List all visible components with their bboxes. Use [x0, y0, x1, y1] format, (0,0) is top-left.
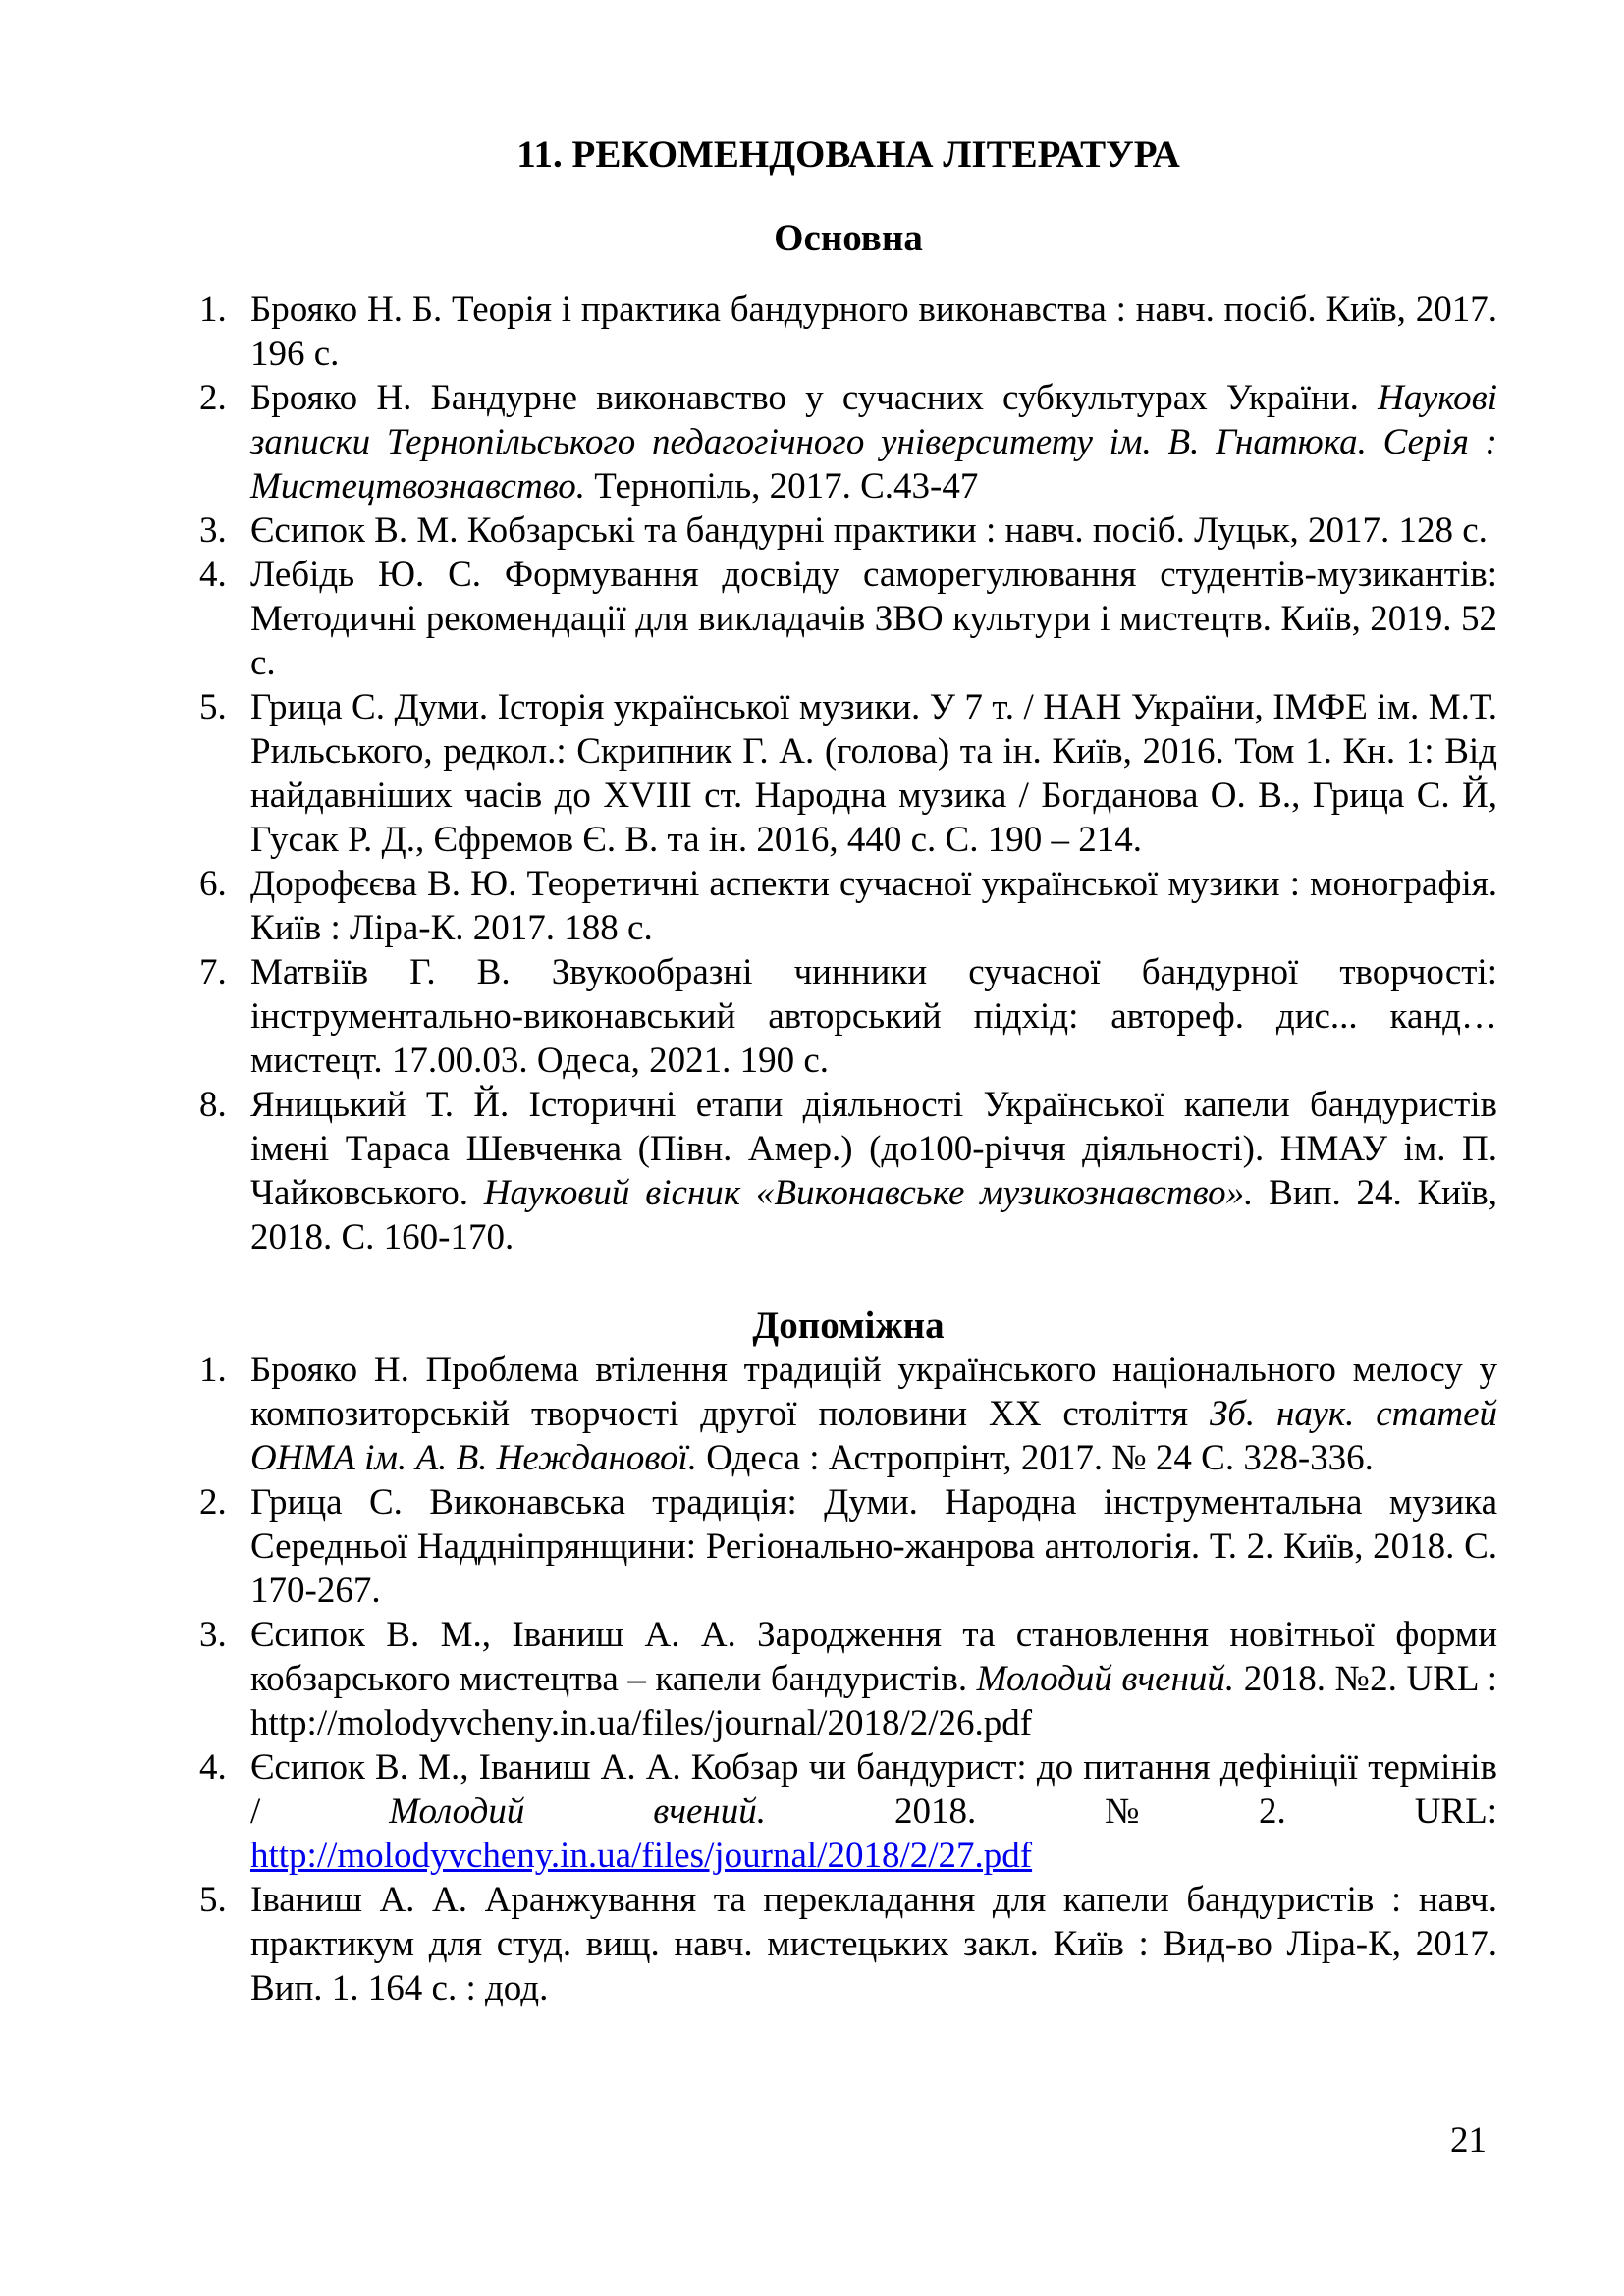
- reference-item: [199, 685, 1497, 862]
- reference-text: Єсипок В. М., Іваниш А. А. Кобзар чи бандурист: до питання дефініції термінів /: [250, 1747, 1497, 1832]
- reference-text-italic: Науковий вісник «Виконавське музикознавство».: [483, 1173, 1254, 1213]
- reference-item: [199, 1745, 1497, 1878]
- reference-number: 2.: [199, 378, 227, 418]
- reference-item: [199, 1480, 1497, 1613]
- reference-text: Брояко Н. Проблема втілення традицій українського національного мелосу у композиторській творчості другої половини ХХ століття: [250, 1350, 1497, 1434]
- reference-text: Іваниш А. А. Аранжування та перекладання для капели бандуристів : навч. практикум для студ. вищ. навч. мистецьких закл. Київ : Вид-во Ліра-К, 2017. Вип. 1. 164 с. : дод.: [250, 1880, 1497, 2008]
- reference-number: 7.: [199, 952, 227, 992]
- reference-item: [199, 950, 1497, 1083]
- reference-text-italic: Молодий вчений.: [389, 1791, 767, 1832]
- section-aux-literature: [199, 1304, 1497, 2010]
- reference-number: 6.: [199, 864, 227, 904]
- section-heading-main: Основна: [774, 217, 923, 259]
- reference-text: Брояко Н. Бандурне виконавство у сучасних субкультурах України.: [250, 378, 1379, 418]
- reference-item: [199, 288, 1497, 376]
- reference-item: [199, 553, 1497, 685]
- reference-number: 3.: [199, 510, 227, 551]
- reference-number: 5.: [199, 687, 227, 727]
- reference-item: [199, 508, 1497, 553]
- reference-number: 1.: [199, 1350, 227, 1390]
- reference-item: [199, 1083, 1497, 1259]
- reference-item: [199, 1348, 1497, 1480]
- reference-text: Матвіїв Г. В. Звукообразні чинники сучасної бандурної творчості: інструментально-виконавський авторський підхід: автореф. дис... канд… мистецт. 17.00.03. Одеса, 2021. 190 с.: [250, 952, 1497, 1081]
- reference-text: Єсипок В. М. Кобзарські та бандурні практики : навч. посіб. Луцьк, 2017. 128 с.: [250, 510, 1488, 551]
- reference-text: 2018. №2. URL : http://molodyvcheny.in.ua/files/journal/2018/2/26.pdf: [250, 1659, 1497, 1743]
- reference-item: [199, 376, 1497, 508]
- section-main-literature: [199, 216, 1497, 1259]
- section-heading-aux: Допоміжна: [752, 1305, 945, 1347]
- reference-text: Єсипок В. М., Іваниш А. А. Зародження та становлення новітньої форми кобзарського мистецтва – капели бандуристів.: [250, 1615, 1497, 1699]
- reference-text: Грица С. Виконавська традиція: Думи. Народна інструментальна музика Середньої Наддніпрянщини: Регіонально-жанрова антологія. Т. 2. Київ, 2018. С. 170-267.: [250, 1482, 1497, 1611]
- reference-text: 2018. №2. URL:: [766, 1791, 1497, 1832]
- page-number: 21: [1450, 2120, 1487, 2161]
- reference-text: Одеса : Астропрінт, 2017. № 24 С. 328-336.: [697, 1438, 1374, 1478]
- reference-item: [199, 1878, 1497, 2010]
- reference-number: 4.: [199, 555, 227, 595]
- reference-text: Брояко Н. Б. Теорія і практика бандурного виконавства : навч. посіб. Київ, 2017. 196 с.: [250, 290, 1497, 374]
- reference-text-italic: Наукові записки Тернопільського педагогічного університету ім. В. Гнатюка. Серія : Мистецтвознавство.: [250, 378, 1497, 507]
- reference-number: 8.: [199, 1085, 227, 1125]
- reference-text: Дорофєєва В. Ю. Теоретичні аспекти сучасної української музики : монографія. Київ : Ліра-К. 2017. 188 с.: [250, 864, 1497, 948]
- reference-text: Грица С. Думи. Історія української музики. У 7 т. / НАН України, ІМФЕ ім. М.Т. Рильського, редкол.: Скрипник Г. А. (голова) та ін. Київ, 2016. Том 1. Кн. 1: Від найдавніших часів до XVIII ст. Народна музика / Богданова О. В., Грица С. Й, Гусак Р. Д., Єфремов Є. В. та ін. 2016, 440 с. С. 190 – 214.: [250, 687, 1497, 860]
- reference-list-main: [199, 288, 1497, 1259]
- reference-number: 3.: [199, 1615, 227, 1655]
- reference-number: 5.: [199, 1880, 227, 1920]
- reference-list-aux: [199, 1348, 1497, 2010]
- reference-text: Вип. 24. Київ, 2018. С. 160-170.: [250, 1173, 1497, 1257]
- reference-text: Лебідь Ю. С. Формування досвіду саморегулювання студентів-музикантів: Методичні рекомендації для викладачів ЗВО культури і мистецтв. Київ, 2019. 52 с.: [250, 555, 1497, 683]
- reference-number: 4.: [199, 1747, 227, 1788]
- reference-text: Яницький Т. Й. Історичні етапи діяльності Української капели бандуристів імені Тараса Шевченка (Півн. Амер.) (до100-річчя діяльності). НМАУ ім. П. Чайковського.: [250, 1085, 1497, 1213]
- reference-text-italic: Зб. наук. статей ОНМА ім. А. В. Нежданової.: [250, 1394, 1497, 1478]
- document-content: [199, 133, 1497, 2010]
- reference-text-italic: Молодий вчений.: [976, 1659, 1235, 1699]
- page-title: 11. РЕКОМЕНДОВАНА ЛІТЕРАТУРА: [516, 133, 1180, 176]
- reference-number: 2.: [199, 1482, 227, 1522]
- reference-item: [199, 1613, 1497, 1745]
- reference-link[interactable]: http://molodyvcheny.in.ua/files/journal/2018/2/27.pdf: [250, 1836, 1033, 1876]
- reference-text: Тернопіль, 2017. С.43-47: [585, 466, 979, 507]
- reference-item: [199, 862, 1497, 950]
- reference-number: 1.: [199, 290, 227, 330]
